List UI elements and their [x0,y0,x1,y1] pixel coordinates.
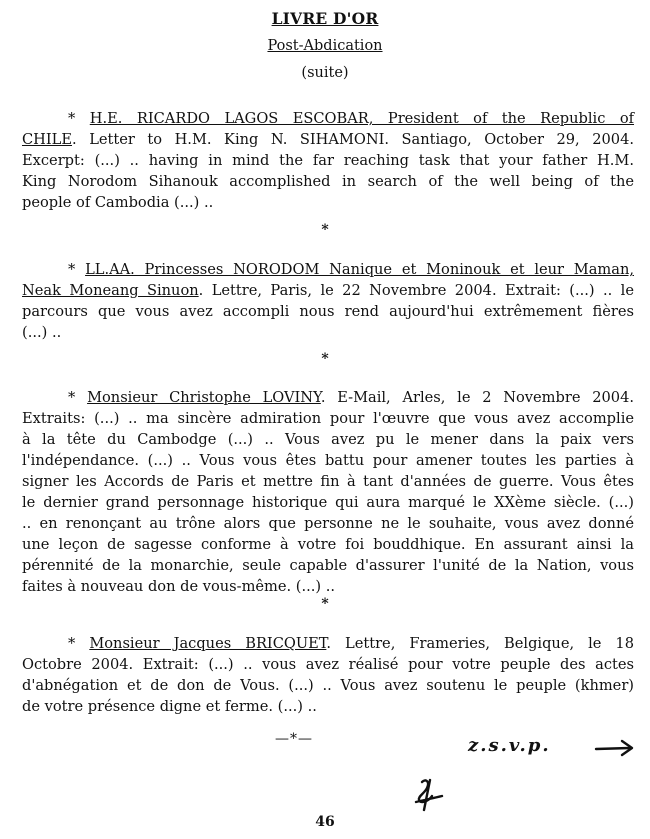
separator-star: * [321,351,329,367]
entry-name: Monsieur Christophe LOVINY [87,389,321,406]
page-title: LIVRE D'OR [271,9,379,28]
entry-line: pérennité de la monarchie, seule capable d'assurer l'unité de la Nation, vous [22,557,634,574]
entry-bricquet [22,633,634,717]
entry-line: signer les Accords de Paris et mettre fin à tant d'années de guerre. Vous êtes [22,473,634,490]
page-subtitle: Post-Abdication [267,38,383,54]
entry-line: à la tête du Cambodge (...) .. Vous avez pu le mener dans la paix vers [22,431,634,448]
entry-chile [22,108,634,213]
entry-line [22,280,634,301]
entry-name: H.E. RICARDO LAGOS ESCOBAR, President of the Republic of [89,110,635,127]
entry-line: le dernier grand personnage historique qui aura marqué le XXème siècle. (...) [22,494,634,511]
entry-line: une leçon de sagesse conforme à votre foi bouddhique. En assurant ainsi la [22,536,634,553]
entry-line: * H.E. RICARDO LAGOS ESCOBAR, President of the Republic of [68,110,635,127]
entry-line: Excerpt: (...) .. having in mind the far reaching task that your father H.M. [22,152,634,169]
entry-line: (...) .. [22,324,62,341]
entry-text: . Lettre, Paris, le 22 Novembre 2004. Extrait: (...) .. le [198,282,634,299]
handwritten-note: z.s.v.p. [468,735,551,756]
entry-line [22,129,634,150]
entry-line: * Monsieur Christophe LOVINY. E-Mail, Arles, le 2 Novembre 2004. [68,389,635,406]
entry-name: Neak Moneang Sinuon [22,282,199,299]
entry-line: Extraits: (...) .. ma sincère admiration pour l'œuvre que vous avez accomplie [22,410,634,427]
entry-line: l'indépendance. (...) .. Vous vous êtes battu pour amener toutes les parties à [22,452,634,469]
entry-line: .. en renonçant au trône alors que personne ne le souhaite, vous avez donné [22,515,634,532]
entry-text: . Lettre, Frameries, Belgique, le 18 [326,635,634,652]
entry-line: people of Cambodia (...) .. [22,194,214,211]
entry-name: CHILE [22,131,73,148]
entry-line: d'abnégation et de don de Vous. (...) .. Vous avez soutenu le peuple (khmer) [22,677,634,694]
entry-line: * Monsieur Jacques BRICQUET. Lettre, Frameries, Belgique, le 18 [68,635,634,652]
entry-line: * LL.AA. Princesses NORODOM Nanique et Moninouk et leur Maman, [68,261,634,278]
page-number: 46 [315,814,335,830]
entry-name: LL.AA. Princesses NORODOM Nanique et Moninouk et leur Maman, [85,261,634,278]
page-suite-label: (suite) [301,65,349,81]
entry-line: Octobre 2004. Extrait: (...) .. vous avez réalisé pour votre peuple des actes [22,656,634,673]
entry-line: de votre présence digne et ferme. (...) .. [22,698,317,715]
entry-princesses [22,259,634,343]
separator-star: * [321,596,329,612]
entry-text: . Letter to H.M. King N. SIHAMONI. Santiago, October 29, 2004. [72,131,634,148]
entry-name: Monsieur Jacques BRICQUET [89,635,327,652]
entry-line: faites à nouveau don de vous-même. (...) .. [22,578,336,595]
entry-line: King Norodom Sihanouk accomplished in search of the well being of the [22,173,634,190]
entry-loviny [22,387,634,597]
arrow-right-icon [594,737,636,759]
end-mark: —*— [275,731,313,747]
separator-star: * [321,222,329,238]
handwritten-initial-icon [410,776,446,812]
entry-line: parcours que vous avez accompli nous rend aujourd'hui extrêmement fières [22,303,634,320]
entry-text: . E-Mail, Arles, le 2 Novembre 2004. [320,389,635,406]
